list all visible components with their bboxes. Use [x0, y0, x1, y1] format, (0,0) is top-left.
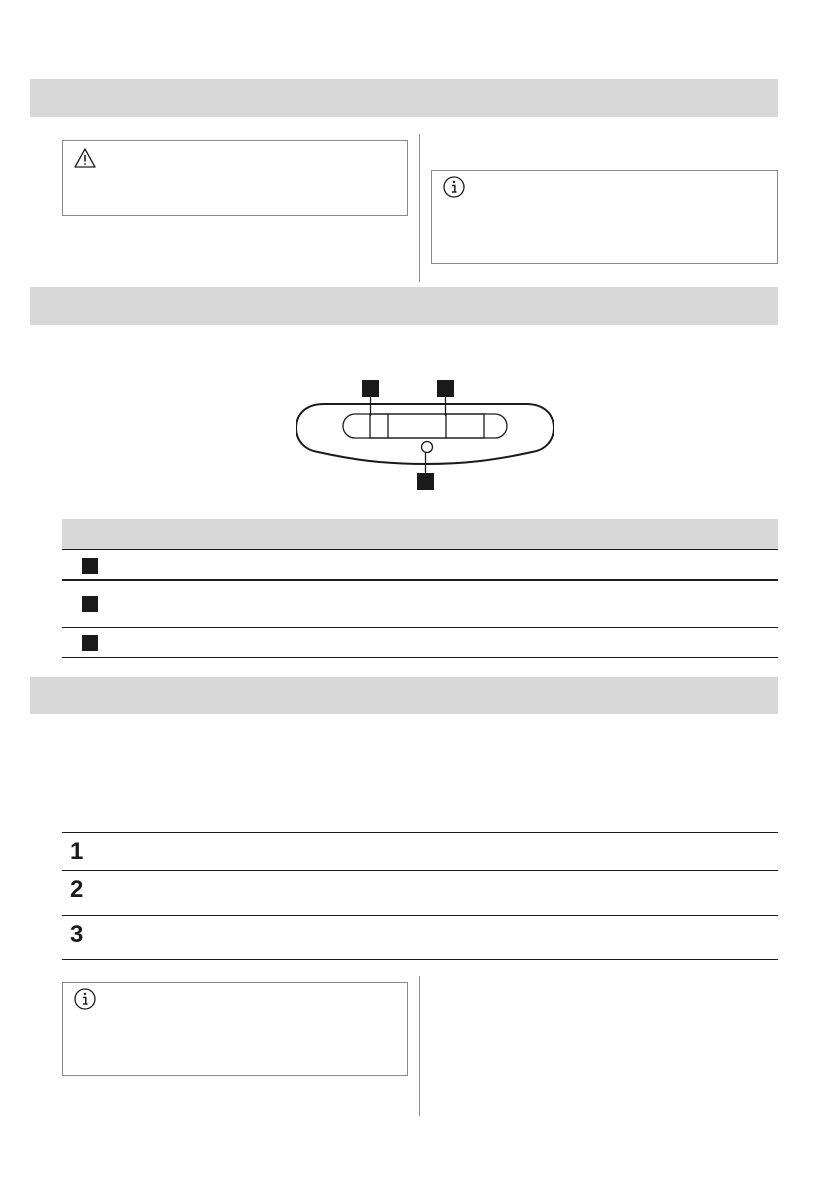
info-circle-icon	[442, 175, 466, 199]
table-rule	[62, 627, 778, 628]
column-divider-bottom	[419, 976, 420, 1116]
table-rule	[62, 579, 778, 581]
info-notice-box-top	[431, 170, 778, 264]
steps-rule	[62, 915, 778, 916]
callout-marker-2	[437, 380, 454, 397]
info-notice-box-bottom	[62, 982, 408, 1076]
row-marker-square	[82, 558, 98, 574]
table-rule	[62, 549, 778, 550]
table-header-row	[62, 519, 778, 549]
section-header-band-2	[30, 287, 778, 325]
steps-rule	[62, 959, 778, 960]
column-divider-top	[419, 134, 420, 282]
control-panel-diagram	[296, 376, 554, 492]
callout-marker-1	[362, 380, 379, 397]
row-marker-square	[82, 596, 98, 612]
step-number-2: 2	[70, 876, 84, 903]
table-rule	[62, 657, 778, 658]
steps-rule	[62, 870, 778, 871]
warning-notice-box	[62, 140, 408, 216]
callout-marker-3	[417, 473, 434, 490]
steps-rule	[62, 832, 778, 833]
info-circle-icon	[73, 987, 97, 1011]
section-header-band-1	[30, 79, 778, 117]
warning-triangle-icon	[73, 147, 97, 169]
step-number-1: 1	[70, 838, 84, 865]
step-number-3: 3	[70, 921, 84, 948]
section-header-band-3	[30, 677, 778, 714]
row-marker-square	[82, 635, 98, 651]
